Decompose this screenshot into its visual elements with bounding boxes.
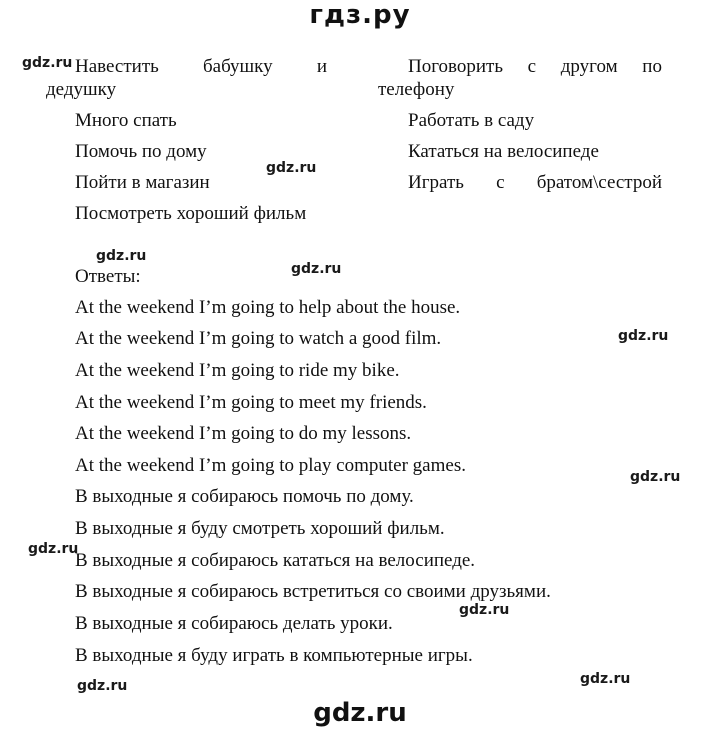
site-title: гдз.ру xyxy=(309,0,411,30)
answer-english: At the weekend I’m going to ride my bike. xyxy=(75,360,400,381)
activity-left-2: Много спать xyxy=(75,110,177,131)
watermark: gdz.ru xyxy=(96,248,147,264)
answer-english: At the weekend I’m going to play computer games. xyxy=(75,455,466,476)
watermark: gdz.ru xyxy=(630,469,681,485)
activity-word: Играть xyxy=(408,172,464,193)
activity-word: по xyxy=(642,56,662,77)
activity-right-3: Кататься на велосипеде xyxy=(408,141,599,162)
answer-russian: В выходные я собираюсь встретиться со своими друзьями. xyxy=(75,581,551,602)
activity-left-4: Пойти в магазин xyxy=(75,172,210,193)
activity-word: бабушку xyxy=(202,56,273,77)
activity-right-2: Работать в саду xyxy=(408,110,535,131)
footer-logo: gdz.ru xyxy=(313,698,407,728)
answer-russian: В выходные я собираюсь делать уроки. xyxy=(75,613,393,634)
answer-russian: В выходные я буду играть в компьютерные игры. xyxy=(75,645,473,666)
watermark: gdz.ru xyxy=(77,678,128,694)
activity-right-4-line xyxy=(408,172,662,194)
activity-word: братом\сестрой xyxy=(536,172,662,193)
activity-word: и xyxy=(316,56,327,77)
answer-english: At the weekend I’m going to help about the house. xyxy=(75,297,461,318)
activity-right-1-continued: телефону xyxy=(378,79,455,100)
activity-word: Навестить xyxy=(75,56,159,77)
activity-left-1-line xyxy=(75,56,327,78)
answer-english: At the weekend I’m going to do my lessons. xyxy=(75,423,412,444)
activity-word: Поговорить xyxy=(408,56,504,77)
activity-word: другом xyxy=(560,56,618,77)
watermark: gdz.ru xyxy=(291,261,342,277)
answer-english: At the weekend I’m going to watch a good film. xyxy=(75,328,442,349)
watermark: gdz.ru xyxy=(22,55,73,71)
answers-heading: Ответы: xyxy=(75,266,141,287)
activity-right-1-line xyxy=(408,56,662,78)
answer-russian: В выходные я собираюсь помочь по дому. xyxy=(75,486,414,507)
watermark: gdz.ru xyxy=(28,541,79,557)
answer-russian: В выходные я собираюсь кататься на велосипеде. xyxy=(75,550,476,571)
activity-left-5: Посмотреть хороший фильм xyxy=(75,203,307,224)
answer-english: At the weekend I’m going to meet my friends. xyxy=(75,392,427,413)
activity-left-3: Помочь по дому xyxy=(75,141,207,162)
activity-word: с xyxy=(496,172,505,193)
activity-word: с xyxy=(527,56,537,77)
watermark: gdz.ru xyxy=(266,160,317,176)
watermark: gdz.ru xyxy=(580,671,631,687)
watermark: gdz.ru xyxy=(618,328,669,344)
answer-russian: В выходные я буду смотреть хороший фильм. xyxy=(75,518,445,539)
activity-left-1-continued: дедушку xyxy=(46,79,117,100)
watermark: gdz.ru xyxy=(459,602,510,618)
